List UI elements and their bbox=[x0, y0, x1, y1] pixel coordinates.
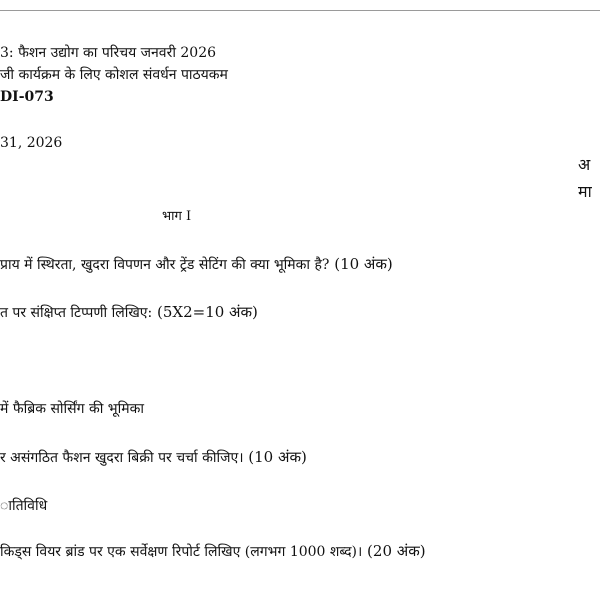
program-subtitle: जी कार्यक्रम के लिए कोशल संवर्धन पाठयकम bbox=[0, 67, 228, 83]
question-2 bbox=[0, 305, 258, 320]
question-marks: (10 अंक) bbox=[243, 448, 307, 466]
question-text: ातिविधि bbox=[0, 498, 48, 514]
question-marks: (20 अंक) bbox=[362, 542, 426, 560]
question-1 bbox=[0, 257, 393, 272]
question-marks: (5X2=10 अंक) bbox=[152, 303, 258, 321]
activity-heading bbox=[0, 499, 47, 513]
question-text: में फैब्रिक सोर्सिंग की भूमिका bbox=[0, 401, 144, 417]
question-3 bbox=[0, 450, 307, 465]
section-label: भाग I bbox=[162, 209, 192, 224]
exam-date: 31, 2026 bbox=[0, 135, 63, 151]
question-marks: (10 अंक) bbox=[329, 255, 393, 273]
top-rule bbox=[0, 10, 600, 11]
right-margin-text-1: अ bbox=[578, 155, 591, 174]
question-4 bbox=[0, 544, 426, 559]
course-code: DI-073 bbox=[0, 89, 54, 105]
question-2-subitem bbox=[0, 402, 144, 416]
question-text: त पर संक्षिप्त टिप्पणी लिखिए: bbox=[0, 305, 153, 321]
question-text: र असंगठित फैशन खुदरा बिक्री पर चर्चा कीजिए। bbox=[0, 450, 244, 466]
right-margin-text-2: मा bbox=[578, 182, 592, 201]
paper-title: 3: फैशन उद्योग का परिचय जनवरी 2026 bbox=[0, 45, 217, 61]
question-text: प्राय में स्थिरता, खुदरा विपणन और ट्रेंड सेटिंग की क्या भूमिका है? bbox=[0, 257, 330, 273]
question-text: किड्स वियर ब्रांड पर एक सर्वेक्षण रिपोर्ट लिखिए (लगभग 1000 शब्द)। bbox=[0, 544, 363, 560]
